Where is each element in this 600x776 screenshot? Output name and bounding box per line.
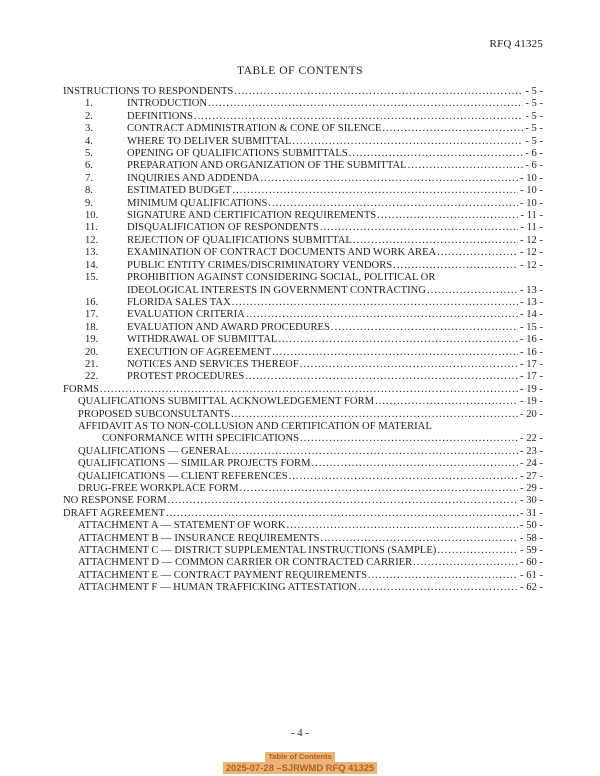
dot-leader	[240, 483, 519, 495]
toc-entry-number: 5.	[85, 148, 93, 160]
toc-entry-page: - 16 -	[520, 334, 543, 346]
toc-entry-number: 9.	[85, 197, 93, 209]
toc-entry-page: - 15 -	[520, 321, 543, 333]
toc-entry-label: NO RESPONSE FORM	[63, 495, 167, 507]
toc-entry-number: 2.	[85, 110, 93, 122]
toc-entry-label: FORMS	[63, 383, 99, 395]
toc-entry-label: PREPARATION AND ORGANIZATION OF THE SUBMITTAL	[127, 160, 407, 172]
toc-row	[63, 570, 543, 582]
toc-row	[63, 111, 543, 123]
toc-row	[63, 98, 543, 110]
toc-row	[63, 371, 543, 383]
toc-row	[63, 545, 543, 557]
dot-leader	[377, 210, 518, 222]
dot-leader	[349, 148, 524, 160]
toc-entry-page: - 17 -	[520, 371, 543, 383]
toc-entry-label: DISQUALIFICATION OF RESPONDENTS	[127, 222, 319, 234]
toc-entry-label: PUBLIC ENTITY CRIMES/DISCRIMINATORY VENDORS	[127, 259, 393, 271]
dot-leader	[353, 235, 518, 247]
toc-entry-page: - 27 -	[520, 470, 543, 482]
dot-leader	[246, 309, 518, 321]
dot-leader	[278, 334, 518, 346]
toc-entry-page: - 19 -	[520, 383, 543, 395]
toc-entry-page: - 19 -	[520, 396, 543, 408]
toc-entry-label: ATTACHMENT D — COMMON CARRIER OR CONTRACTED CARRIER	[78, 557, 413, 569]
toc-row	[63, 86, 543, 98]
toc-row	[63, 396, 543, 408]
dot-leader	[245, 371, 518, 383]
toc-row	[63, 483, 543, 495]
toc-entry-page: - 10 -	[520, 197, 543, 209]
toc-entry-label: CONTRACT ADMINISTRATION & CONE OF SILENCE	[127, 123, 382, 135]
toc-row	[63, 260, 543, 272]
toc-entry-number: 3.	[85, 123, 93, 135]
toc-entry-page: - 31 -	[520, 507, 543, 519]
toc-entry-page: - 61 -	[520, 569, 543, 581]
toc-entry-label: QUALIFICATIONS — CLIENT REFERENCES	[78, 470, 288, 482]
toc-entry-label: PROHIBITION AGAINST CONSIDERING SOCIAL, POLITICAL OR	[127, 272, 436, 284]
dot-leader	[413, 557, 518, 569]
toc-entry-page: - 12 -	[520, 247, 543, 259]
toc-entry-page: - 5 -	[525, 110, 543, 122]
toc-entry-page: - 59 -	[520, 545, 543, 557]
toc-entry-page: - 13 -	[520, 284, 543, 296]
dot-leader	[166, 508, 518, 520]
dot-leader	[437, 545, 518, 557]
toc-entry-label: ATTACHMENT F — HUMAN TRAFFICKING ATTESTATION	[78, 582, 357, 594]
toc-row	[63, 347, 543, 359]
dot-leader	[231, 409, 518, 421]
footer-page-number: - 4 -	[291, 727, 309, 739]
toc-row	[63, 198, 543, 210]
dot-leader	[393, 260, 518, 272]
toc-row	[63, 508, 543, 520]
toc-entry-page: - 29 -	[520, 483, 543, 494]
toc-entry-page: - 13 -	[520, 296, 543, 308]
toc-entry-page: - 16 -	[520, 346, 543, 358]
toc-entry-label: EVALUATION CRITERIA	[127, 309, 245, 321]
toc-entry-label: OPENING OF QUALIFICATIONS SUBMITTALS	[127, 148, 348, 160]
toc-entry-page: - 17 -	[520, 358, 543, 370]
dot-leader	[194, 111, 523, 123]
toc-row	[63, 185, 543, 197]
toc-row	[63, 285, 543, 297]
toc-row	[63, 471, 543, 483]
toc-entry-page: - 6 -	[525, 148, 543, 160]
toc-row	[63, 409, 543, 421]
dot-leader	[368, 570, 518, 582]
toc-row	[63, 433, 543, 445]
toc-row	[63, 247, 543, 259]
toc-entry-number: 13.	[85, 247, 99, 259]
dot-leader	[312, 458, 519, 470]
toc-row	[63, 123, 543, 135]
dot-leader	[292, 136, 523, 148]
toc-entry-page: - 24 -	[520, 458, 543, 470]
toc-row	[63, 458, 543, 470]
dot-leader	[287, 520, 519, 532]
toc-entry-page: - 5 -	[525, 123, 543, 135]
toc-entry-label: AFFIDAVIT AS TO NON-COLLUSION AND CERTIFICATION OF MATERIAL	[78, 420, 432, 432]
dot-leader	[208, 98, 523, 110]
toc-row	[63, 582, 543, 594]
toc-row	[63, 235, 543, 247]
dot-leader	[234, 86, 523, 98]
toc-row	[63, 495, 543, 507]
dot-leader	[100, 384, 518, 396]
toc-entry-page: - 20 -	[520, 408, 543, 420]
toc-entry-number: 11.	[85, 222, 98, 234]
toc-entry-label: DEFINITIONS	[127, 110, 193, 122]
table-of-contents	[63, 86, 543, 595]
toc-entry-label: DRUG-FREE WORKPLACE FORM	[78, 483, 239, 494]
toc-entry-label: ATTACHMENT E — CONTRACT PAYMENT REQUIREMENTS	[78, 569, 367, 581]
toc-entry-label: ESTIMATED BUDGET	[127, 185, 232, 197]
toc-entry-label: IDEOLOGICAL INTERESTS IN GOVERNMENT CONTRACTING	[127, 284, 426, 296]
toc-entry-page: - 5 -	[525, 98, 543, 110]
dot-leader	[427, 285, 518, 297]
toc-entry-number: 14.	[85, 259, 99, 271]
toc-row	[63, 210, 543, 222]
toc-row	[63, 557, 543, 569]
toc-entry-label: ATTACHMENT C — DISTRICT SUPPLEMENTAL INSTRUCTIONS (SAMPLE)	[78, 545, 437, 557]
toc-entry-page: - 58 -	[520, 532, 543, 544]
dot-leader	[437, 247, 518, 259]
toc-entry-page: - 5 -	[525, 86, 543, 97]
dot-leader	[320, 222, 519, 234]
toc-entry-label: WHERE TO DELIVER SUBMITTAL	[127, 135, 292, 147]
toc-entry-label: QUALIFICATIONS SUBMITTAL ACKNOWLEDGEMENT FORM	[78, 396, 375, 408]
toc-entry-label: EVALUATION AND AWARD PROCEDURES	[127, 321, 330, 333]
dot-leader	[382, 123, 523, 135]
toc-entry-label: QUALIFICATIONS — SIMILAR PROJECTS FORM	[78, 458, 311, 470]
header-rfq-number: RFQ 41325	[489, 38, 543, 50]
toc-entry-number: 16.	[85, 296, 99, 308]
toc-entry-number: 7.	[85, 172, 93, 184]
toc-entry-label: FLORIDA SALES TAX	[127, 296, 231, 308]
toc-row	[63, 309, 543, 321]
toc-entry-label: WITHDRAWAL OF SUBMITTAL	[127, 334, 278, 346]
dot-leader	[331, 322, 518, 334]
toc-row	[63, 173, 543, 185]
stamp-title: Table of Contents	[265, 752, 335, 762]
toc-entry-label: EXAMINATION OF CONTRACT DOCUMENTS AND WORK AREA	[127, 247, 437, 259]
toc-entry-label: ATTACHMENT A — STATEMENT OF WORK	[78, 520, 286, 532]
dot-leader	[268, 198, 518, 210]
toc-row	[63, 222, 543, 234]
toc-row	[63, 148, 543, 160]
toc-entry-page: - 12 -	[520, 234, 543, 246]
toc-entry-number: 8.	[85, 185, 93, 197]
toc-entry-label: INTRODUCTION	[127, 98, 208, 110]
toc-row	[63, 446, 543, 458]
toc-row	[63, 384, 543, 396]
toc-row	[63, 297, 543, 309]
dot-leader	[231, 446, 518, 458]
toc-entry-number: 19.	[85, 334, 99, 346]
dot-leader	[168, 495, 518, 507]
toc-entry-label: ATTACHMENT B — INSURANCE REQUIREMENTS	[78, 532, 320, 544]
toc-entry-page: - 23 -	[520, 445, 543, 457]
toc-entry-number: 4.	[85, 135, 93, 147]
toc-row	[63, 136, 543, 148]
footer-stamp	[0, 752, 600, 774]
dot-leader	[300, 433, 518, 445]
toc-entry-number: 1.	[85, 98, 93, 110]
toc-entry-number: 20.	[85, 346, 99, 358]
toc-entry-label: INSTRUCTIONS TO RESPONDENTS	[63, 86, 234, 97]
toc-entry-label: MINIMUM QUALIFICATIONS	[127, 197, 268, 209]
toc-entry-number: 15.	[85, 272, 99, 284]
toc-entry-number: 22.	[85, 371, 99, 383]
toc-entry-page: - 60 -	[520, 557, 543, 569]
toc-entry-page: - 62 -	[520, 582, 543, 594]
toc-entry-number: 6.	[85, 160, 93, 172]
toc-row	[63, 322, 543, 334]
dot-leader	[232, 297, 518, 309]
dot-leader	[375, 396, 518, 408]
toc-row	[63, 359, 543, 371]
toc-entry-label: SIGNATURE AND CERTIFICATION REQUIREMENTS	[127, 210, 377, 222]
toc-entry-page: - 30 -	[520, 495, 543, 507]
dot-leader	[260, 173, 518, 185]
toc-entry-label: EXECUTION OF AGREEMENT	[127, 346, 272, 358]
toc-row	[63, 520, 543, 532]
toc-entry-number: 21.	[85, 358, 99, 370]
toc-entry-page: - 50 -	[520, 520, 543, 532]
toc-entry-number: 18.	[85, 321, 99, 333]
toc-row	[63, 334, 543, 346]
toc-entry-label: QUALIFICATIONS — GENERAL	[78, 445, 231, 457]
toc-entry-page: - 11 -	[520, 222, 543, 234]
toc-entry-label: DRAFT AGREEMENT	[63, 507, 165, 519]
dot-leader	[358, 582, 518, 594]
toc-entry-page: - 11 -	[520, 210, 543, 222]
toc-entry-number: 10.	[85, 210, 99, 222]
toc-row	[63, 160, 543, 172]
toc-entry-label: CONFORMANCE WITH SPECIFICATIONS	[102, 433, 299, 445]
toc-entry-page: - 5 -	[525, 135, 543, 147]
dot-leader	[272, 347, 518, 359]
toc-entry-label: NOTICES AND SERVICES THEREOF	[127, 358, 299, 370]
toc-entry-page: - 12 -	[520, 259, 543, 271]
toc-row	[63, 272, 543, 284]
toc-entry-page: - 10 -	[520, 185, 543, 197]
dot-leader	[320, 533, 518, 545]
toc-entry-label: PROTEST PROCEDURES	[127, 371, 245, 383]
toc-row	[63, 533, 543, 545]
toc-entry-number: 12.	[85, 234, 99, 246]
toc-entry-label: PROPOSED SUBCONSULTANTS	[78, 408, 231, 420]
toc-row	[63, 421, 543, 433]
toc-entry-page: - 14 -	[520, 309, 543, 321]
dot-leader	[289, 471, 518, 483]
page-title: TABLE OF CONTENTS	[236, 64, 364, 77]
toc-entry-page: - 6 -	[525, 160, 543, 172]
toc-entry-number: 17.	[85, 309, 99, 321]
stamp-document-id: 2025-07-28 –SJRWMD RFQ 41325	[223, 762, 377, 774]
toc-entry-label: INQUIRIES AND ADDENDA	[127, 172, 260, 184]
toc-entry-label: REJECTION OF QUALIFICATIONS SUBMITTAL	[127, 234, 352, 246]
dot-leader	[232, 185, 518, 197]
dot-leader	[300, 359, 518, 371]
toc-entry-page: - 10 -	[520, 172, 543, 184]
dot-leader	[408, 160, 524, 172]
toc-entry-page: - 22 -	[520, 433, 543, 445]
